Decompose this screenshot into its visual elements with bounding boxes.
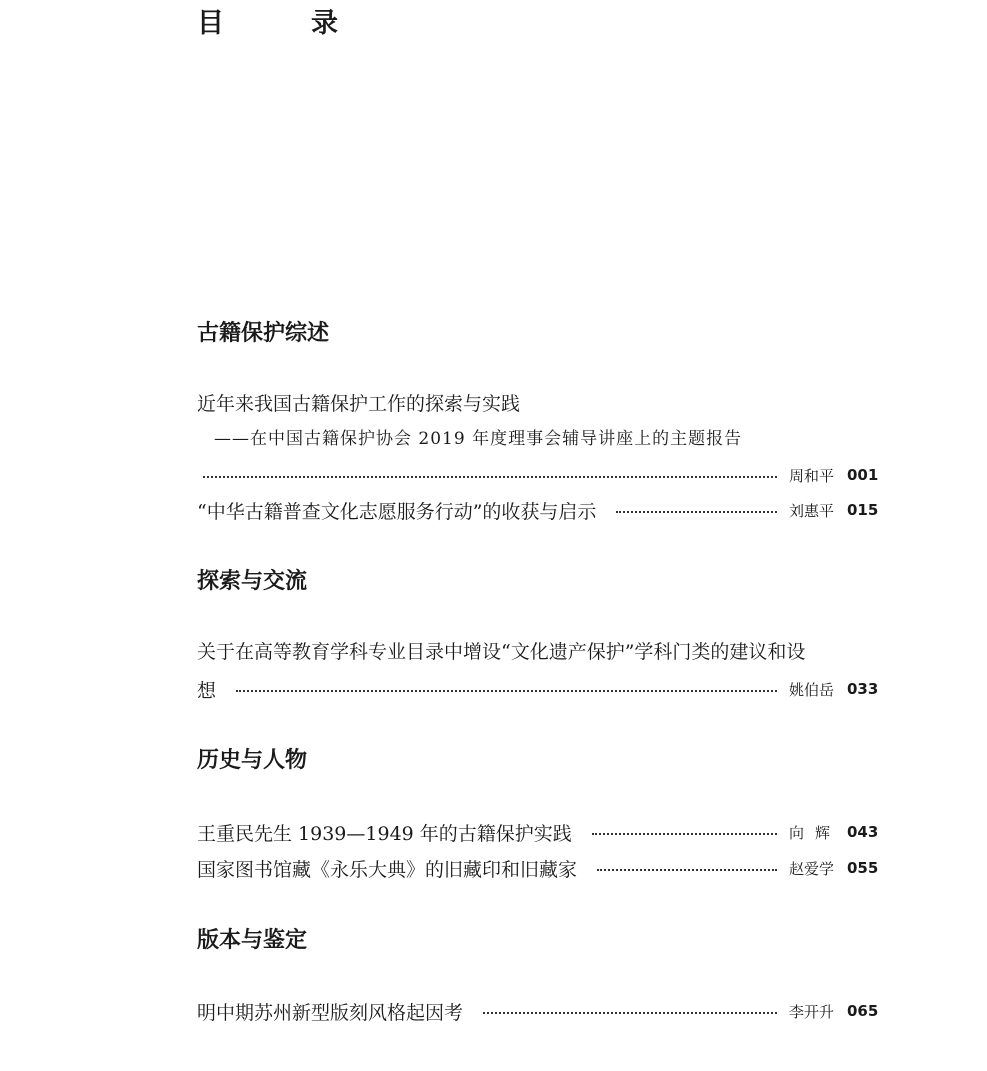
entry-page-number: 065 (847, 1002, 879, 1020)
entry-author: 向辉 (789, 823, 842, 842)
dot-leader (616, 511, 777, 513)
entry-title: 明中期苏州新型版刻风格起因考 (197, 1001, 464, 1024)
page-title: 目 录 (197, 8, 368, 39)
entry-author: 李开升 (789, 1002, 835, 1021)
entry-author: 姚伯岳 (789, 680, 835, 699)
section-heading-2: 探索与交流 (197, 568, 308, 594)
entry-page-number: 055 (847, 859, 879, 877)
entry-title-continued: 想 (197, 679, 217, 702)
toc-entry-row (197, 461, 877, 489)
entry-page-number: 043 (847, 823, 879, 841)
dot-leader (483, 1012, 777, 1014)
entry-page-number: 033 (847, 680, 879, 698)
dot-leader (203, 476, 777, 478)
dot-leader (597, 869, 777, 871)
section-heading-4: 版本与鉴定 (197, 927, 308, 953)
section-heading-1: 古籍保护综述 (197, 320, 330, 346)
entry-title: 王重民先生 1939—1949 年的古籍保护实践 (197, 822, 572, 845)
entry-author: 周和平 (789, 466, 835, 485)
toc-entry-row (197, 997, 877, 1025)
entry-author: 刘惠平 (789, 501, 835, 520)
entry-author: 赵爱学 (789, 859, 835, 878)
dot-leader (236, 690, 777, 692)
entry-subtitle: ——在中国古籍保护协会 2019 年度理事会辅导讲座上的主题报告 (214, 429, 743, 449)
section-heading-3: 历史与人物 (197, 747, 308, 773)
toc-entry-row (197, 854, 877, 882)
dot-leader (592, 833, 777, 835)
toc-entry-row (197, 496, 877, 524)
entry-title-line: 关于在高等教育学科专业目录中增设“文化遗产保护”学科门类的建议和设 (197, 641, 806, 663)
toc-entry-row (197, 818, 877, 846)
entry-title-line: 近年来我国古籍保护工作的探索与实践 (197, 393, 521, 415)
entry-page-number: 001 (847, 466, 879, 484)
entry-title: “中华古籍普查文化志愿服务行动”的收获与启示 (197, 500, 597, 523)
entry-page-number: 015 (847, 501, 879, 519)
toc-entry-row (197, 675, 877, 703)
entry-title: 国家图书馆藏《永乐大典》的旧藏印和旧藏家 (197, 858, 578, 881)
